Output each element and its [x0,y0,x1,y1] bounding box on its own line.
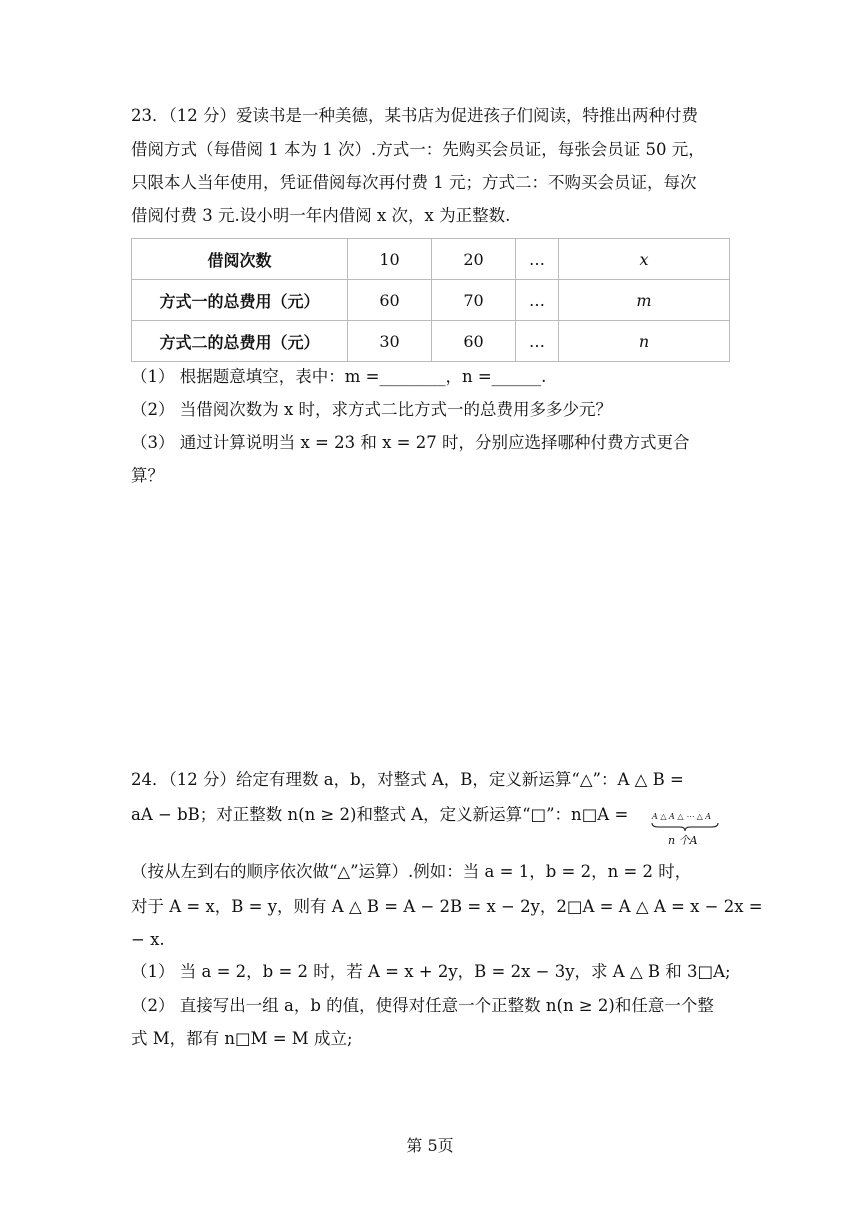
q24-part-2-cont: 式 M，都有 n□M = M 成立; [131,1029,353,1048]
underbrace-icon [650,822,720,832]
q24-line-2: aA − bB；对正整数 n(n ≥ 2)和整式 A，定义新运算“□”：n□A = [131,805,629,824]
fee-table [131,238,730,362]
q23-line-2: 借阅方式（每借阅 1 本为 1 次）.方式一：先购买会员证，每张会员证 50 元， [131,140,705,159]
underbrace-expression [650,812,720,847]
table-cell: 60 [348,280,432,321]
table-cell: 70 [432,280,516,321]
table-cell: n [559,321,730,362]
table-cell: 60 [432,321,516,362]
table-cell: 30 [348,321,432,362]
page-number: 第 5页 [406,1136,454,1155]
q23-line-4: 借阅付费 3 元.设小明一年内借阅 x 次，x 为正整数. [131,206,511,225]
table-cell: x [559,239,730,280]
q24-line-4: 对于 A = x，B = y，则有 A △ B = A − 2B = x − 2y，2□A = A △ A = x − 2x = [131,897,763,916]
table-cell: 方式一的总费用（元） [132,280,348,321]
brace-bottom-label: n 个A [668,834,698,847]
table-row [132,239,730,280]
table-cell: … [516,321,559,362]
table-cell: 方式二的总费用（元） [132,321,348,362]
table-cell: 10 [348,239,432,280]
table-row [132,321,730,362]
table-cell: 20 [432,239,516,280]
q23-part-3-cont: 算？ [131,466,164,485]
q23-line-3: 只限本人当年使用，凭证借阅每次再付费 1 元；方式二：不购买会员证，每次 [131,173,697,192]
q24-line-3: （按从左到右的顺序依次做“△”运算）.例如：当 a = 1，b = 2，n = 2 时， [131,862,692,881]
q23-part-3: （3） 通过计算说明当 x = 23 和 x = 27 时，分别应选择哪种付费方式更合 [131,433,690,452]
table-cell: 借阅次数 [132,239,348,280]
q24-line-5: − x. [131,930,165,949]
q24-part-2: （2） 直接写出一组 a，b 的值，使得对任意一个正整数 n(n ≥ 2)和任意一个整 [131,996,714,1015]
q23-part-2: （2） 当借阅次数为 x 时，求方式二比方式一的总费用多多少元？ [131,400,613,419]
q24-line-1: 24．（12 分）给定有理数 a，b，对整式 A，B，定义新运算“△”：A △ B = [131,770,684,789]
table-cell: … [516,280,559,321]
q23-part-1: （1） 根据题意填空，表中：m =________，n =______. [131,367,547,386]
table-row [132,280,730,321]
table-cell: … [516,239,559,280]
table-cell: m [559,280,730,321]
q23-line-1: 23．（12 分）爱读书是一种美德，某书店为促进孩子们阅读，特推出两种付费 [131,106,698,125]
q24-part-1: （1） 当 a = 2，b = 2 时，若 A = x + 2y，B = 2x − 3y，求 A △ B 和 3□A; [131,962,731,981]
brace-top-expression: A △ A △ ⋯ △ A [652,812,712,821]
